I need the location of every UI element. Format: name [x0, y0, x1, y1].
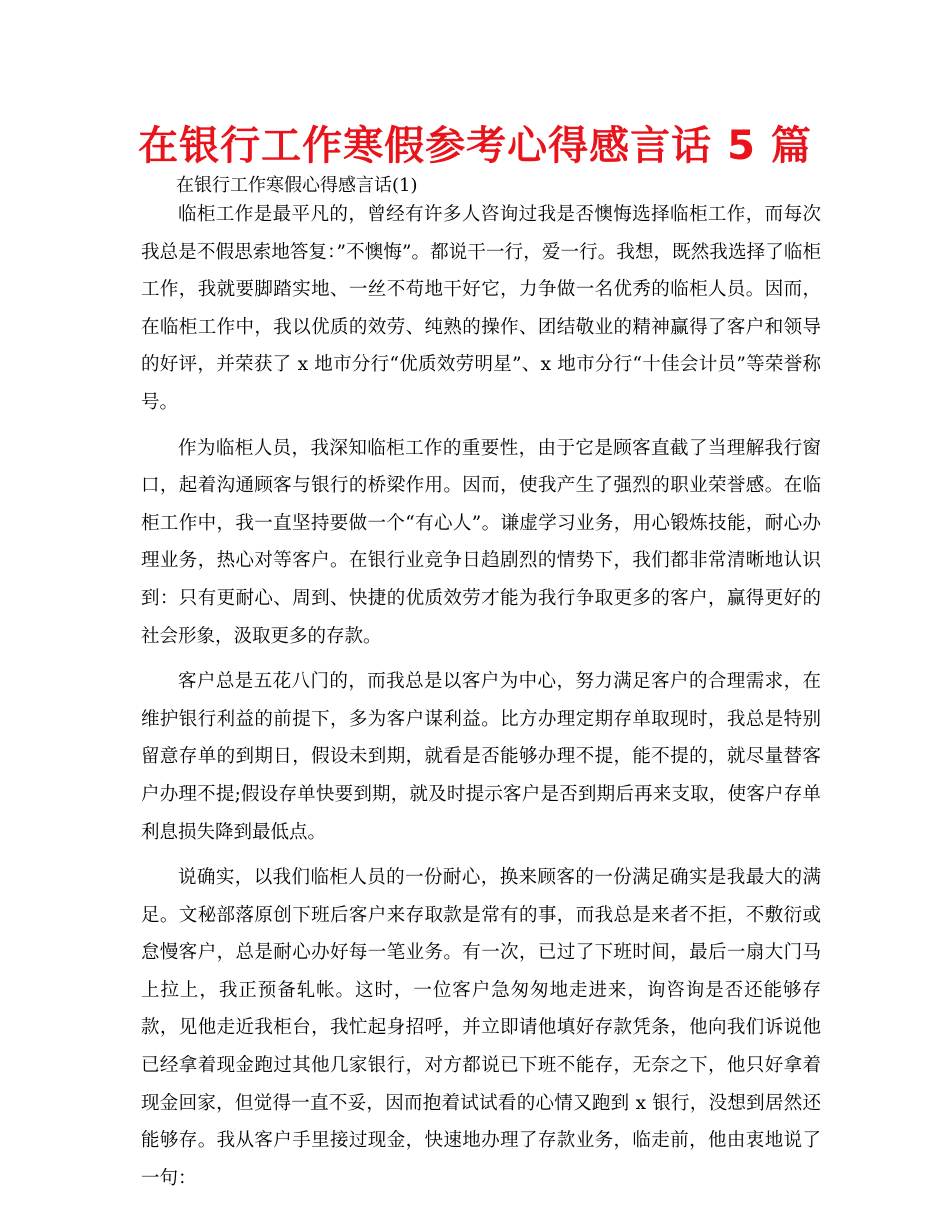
document-body — [141, 196, 821, 1205]
section-heading: 在银行工作寒假心得感言话(1) — [176, 175, 418, 196]
paragraph: 作为临柜人员，我深知临柜工作的重要性，由于它是顾客直截了当理解我行窗口，起着沟通顾客与银行的桥梁作用。因而，使我产生了强烈的职业荣誉感。在临柜工作中，我一直坚持要做一个“有心人”。谦虚学习业务，用心锻炼技能，耐心办理业务，热心对等客户。在银行业竞争日趋剧烈的情势下，我们都非常清晰地认识到：只有更耐心、周到、快捷的优质效劳才能为我行争取更多的客户，赢得更好的社会形象，汲取更多的存款。 — [141, 437, 821, 647]
paragraph: 说确实，以我们临柜人员的一份耐心，换来顾客的一份满足确实是我最大的满足。文秘部落原创下班后客户来存取款是常有的事，而我总是来者不拒，不敷衍或怠慢客户，总是耐心办好每一笔业务。有一次，已过了下班时间，最后一扇大门马上拉上，我正预备轧帐。这时，一位客户急匆匆地走进来，询咨询是否还能够存款，见他走近我柜台，我忙起身招呼，并立即请他填好存款凭条，他向我们诉说他已经拿着现金跑过其他几家银行，对方都说已下班不能存，无奈之下，他只好拿着现金回家，但觉得一直不妥，因而抱着试试看的心情又跑到 x 银行，没想到居然还能够存。我从客户手里接过现金，快速地办理了存款业务，临走前，他由衷地说了一句： — [141, 867, 821, 1189]
document-title: 在银行工作寒假参考心得感言话 5 篇 — [138, 123, 812, 169]
paragraph: 客户总是五花八门的，而我总是以客户为中心，努力满足客户的合理需求，在维护银行利益的前提下，多为客户谋利益。比方办理定期存单取现时，我总是特别留意存单的到期日，假设未到期，就看是否能够办理不提，能不提的，就尽量替客户办理不提;假设存单快要到期，就及时提示客户是否到期后再来支取，使客户存单利息损失降到最低点。 — [141, 671, 821, 843]
paragraph: 临柜工作是最平凡的，曾经有许多人咨询过我是否懊悔选择临柜工作，而每次我总是不假思索地答复：”不懊悔”。都说干一行，爱一行。我想，既然我选择了临柜工作，我就要脚踏实地、一丝不苟地干好它，力争做一名优秀的临柜人员。因而，在临柜工作中，我以优质的效劳、纯熟的操作、团结敬业的精神赢得了客户和领导的好评，并荣获了 x 地市分行“优质效劳明星”、x 地市分行“十佳会计员”等荣誉称号。 — [141, 204, 821, 413]
